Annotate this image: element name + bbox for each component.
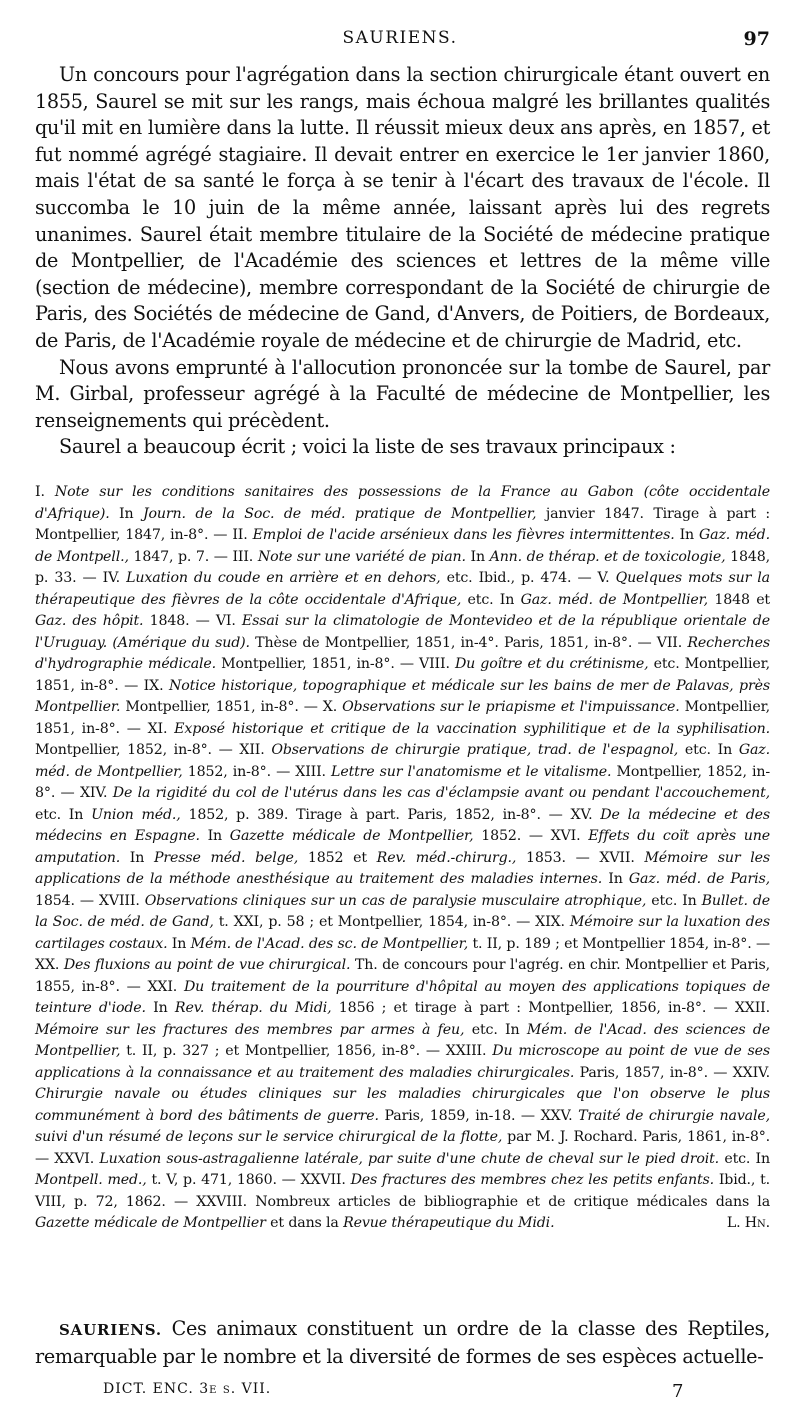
bibliography-text: etc. In bbox=[464, 1021, 527, 1038]
bibliography-title: Traité de chirurgie navale, suivi d'un résumé de leçons sur le service chirurgical de la flotte, bbox=[35, 1107, 770, 1145]
bibliography-text: Montpellier, 1851, in-8°. — XI. bbox=[35, 699, 770, 737]
bibliography-text: etc. In bbox=[35, 806, 92, 823]
bibliography-text: janvier 1847. Tirage à part : Montpellier, 1847, in-8°. — II. bbox=[35, 505, 771, 543]
bibliography-title: Des fractures des membres chez les petits enfants. bbox=[350, 1172, 715, 1188]
bibliography-title: Gaz. méd. de Montpellier, bbox=[35, 742, 770, 780]
bibliography-text: 1854. — XVIII. bbox=[35, 892, 145, 909]
bibliography-text: In bbox=[167, 935, 191, 952]
volume-reference: DICT. ENC. 3e s. VII. bbox=[103, 1381, 272, 1397]
bibliography-text: Thèse de Montpellier, 1851, in-4°. Paris, 1851, in-8°. — VII. bbox=[249, 634, 688, 651]
bibliography-title: Observations de chirurgie pratique, trad. de l'espagnol, bbox=[271, 742, 679, 758]
bibliography-title: Presse méd. belge, bbox=[153, 849, 299, 866]
bibliography-title: Du microscope au point de vue de ses applications à la connaissance et au traitement des maladies chirurgicales. bbox=[35, 1043, 771, 1081]
bibliography-title: Luxation sous-astragalienne latérale, par suite d'une chute de cheval sur le pied droit. bbox=[99, 1150, 720, 1167]
bibliography-text: 1853. — XVII. bbox=[516, 849, 645, 866]
bibliography-text: In bbox=[602, 871, 629, 887]
bibliography-list bbox=[35, 482, 770, 1235]
bibliography-title: Gazette médicale de Montpellier bbox=[35, 1215, 266, 1231]
bibliography-text: 1852, p. 389. Tirage à part. Paris, 1852, in-8°. — XV. bbox=[180, 806, 601, 823]
bibliography-text: 1848 et bbox=[708, 591, 770, 608]
bibliography-title: De la rigidité du col de l'utérus dans les cas d'éclampsie avant ou pendant l'accouchement, bbox=[112, 785, 770, 801]
bibliography-text: In bbox=[674, 527, 699, 543]
bibliography-text: In bbox=[465, 548, 490, 565]
bibliography-title: Ann. de thérap. et de toxicologie, bbox=[489, 548, 726, 565]
bibliography-text: Montpellier, 1852, in-8°. — XII. bbox=[35, 742, 272, 758]
bibliography-text: par M. J. Rochard. Paris, 1861, in-8°. — XXVI. bbox=[35, 1129, 770, 1167]
bibliography-title: Gaz. méd. de Paris, bbox=[628, 871, 770, 887]
bibliography-text: In bbox=[109, 505, 143, 522]
bibliography-title: Effets du coït après une amputation. bbox=[35, 828, 770, 866]
bibliography-title: Observations sur le priapisme et l'impuissance. bbox=[342, 699, 680, 715]
bibliography-title: Mémoire sur les fractures des membres par armes à feu, bbox=[35, 1021, 465, 1038]
author-signature: L. Hn. bbox=[726, 1215, 770, 1231]
bibliography-text: Paris, 1857, in-8°. — XXIV. bbox=[574, 1064, 771, 1081]
bibliography-title: Essai sur la climatologie de Montevideo et de la république orientale de l'Uruguay. (Amérique du sud). bbox=[35, 613, 770, 651]
bibliography-text: Ibid., t. VIII, p. 72, 1862. — XXVIII. Nombreux articles de bibliographie et de critique médicales dans la bbox=[35, 1172, 770, 1210]
signature-mark: 7 bbox=[672, 1381, 684, 1402]
bibliography-title: Recherches d'hydrographie médicale. bbox=[35, 634, 770, 672]
bibliography-title: Notice historique, topographique et médicale sur les bains de mer de Palavas, près Montpellier. bbox=[35, 677, 770, 715]
running-head bbox=[0, 28, 800, 52]
bibliography-title: Lettre sur l'anatomisme et le vitalisme. bbox=[331, 763, 612, 780]
bibliography-text: Montpellier, 1851, in-8°. — VIII. bbox=[216, 656, 455, 672]
bibliography-title: Rev. thérap. du Midi, bbox=[174, 1000, 332, 1016]
bibliography-title: Mém. de l'Acad. des sciences de Montpellier, bbox=[35, 1021, 770, 1059]
bibliography-title: Note sur les conditions sanitaires des possessions de la France au Gabon (côte occidentale d'Afrique). bbox=[35, 484, 770, 522]
bibliography-text: t. II, p. 327 ; et Montpellier, 1856, in-8°. — XXIII. bbox=[120, 1043, 493, 1059]
bibliography-text: etc. In bbox=[461, 591, 521, 608]
bibliography-title: Exposé historique et critique de la vaccination syphilitique et de la syphilisation. bbox=[174, 720, 770, 737]
bibliography-text: 1847, p. 7. — III. bbox=[128, 548, 258, 565]
bibliography-text: et dans la bbox=[265, 1215, 344, 1231]
biography-paragraph: Nous avons emprunté à l'allocution prononcée sur la tombe de Saurel, par M. Girbal, professeur agrégé à la Faculté de médecine de Montpellier, les renseignements qui précèdent. bbox=[35, 355, 770, 432]
page-number: 97 bbox=[743, 28, 770, 50]
bibliography-text: etc. Montpellier, 1851, in-8°. — IX. bbox=[35, 656, 771, 694]
bibliography-title: Mémoire sur les applications de la méthode anesthésique au traitement des maladies internes. bbox=[35, 849, 770, 887]
bibliography-title: Du traitement de la pourriture d'hôpital au moyen des applications topiques de teinture d'iode. bbox=[35, 978, 770, 1016]
bibliography-title: Chirurgie navale ou études cliniques sur les maladies chirurgicales que l'on observe le plus communément à bord des bâtiments de guerre. bbox=[35, 1086, 770, 1124]
bibliography-title: Note sur une variété de pian. bbox=[257, 548, 466, 565]
bibliography-text: t. XXI, p. 58 ; et Montpellier, 1854, in-8°. — XIX. bbox=[213, 914, 570, 930]
bibliography-text: 1848, p. 33. — IV. bbox=[35, 548, 770, 586]
bibliography-title: Quelques mots sur la thérapeutique des fièvres de la côte occidentale d'Afrique, bbox=[35, 570, 770, 608]
entry-text: Ces animaux constituent un ordre de la classe des Reptiles, remarquable par le nombre et la diversité de formes de ses espèces actuelle- bbox=[35, 1317, 770, 1368]
bibliography-text: Montpellier, 1851, in-8°. — X. bbox=[120, 699, 343, 715]
bibliography-text: I. bbox=[35, 484, 55, 500]
bibliography-text: etc. In bbox=[719, 1150, 770, 1167]
bibliography-title: Journ. de la Soc. de méd. pratique de Montpellier, bbox=[143, 505, 537, 522]
bibliography-title: Des fluxions au point de vue chirurgical. bbox=[63, 957, 351, 973]
bibliography-text: Montpellier, 1852, in-8°. — XIV. bbox=[35, 763, 770, 801]
bibliography-text: Paris, 1859, in-18. — XXV. bbox=[378, 1107, 579, 1124]
bibliography-title: Observations cliniques sur un cas de paralysie musculaire atrophique, bbox=[144, 892, 647, 909]
bibliography-title: Mém. de l'Acad. des sc. de Montpellier, bbox=[190, 935, 469, 952]
running-title: SAURIENS. bbox=[342, 28, 458, 48]
biography-text bbox=[35, 62, 770, 461]
page-footer bbox=[0, 1381, 800, 1405]
bibliography-text: 1852. — XVI. bbox=[473, 828, 589, 844]
bibliography-title: Luxation du coude en arrière et en dehors, bbox=[126, 570, 441, 586]
bibliography-title: De la médecine et des médecins en Espagne. bbox=[35, 806, 770, 844]
bibliography-text: 1852, in-8°. — XIII. bbox=[182, 763, 332, 780]
bibliography-text: etc. In bbox=[678, 742, 739, 758]
bibliography-text: etc. In bbox=[646, 892, 702, 909]
bibliography-text: t. V, p. 471, 1860. — XXVII. bbox=[146, 1172, 351, 1188]
bibliography-title: Bullet. de la Soc. de méd. de Gand, bbox=[35, 892, 771, 930]
bibliography-text: 1848. — VI. bbox=[143, 613, 242, 629]
bibliography-title: Union méd., bbox=[91, 806, 181, 823]
sauriens-entry bbox=[35, 1316, 770, 1370]
bibliography-text: In bbox=[145, 1000, 175, 1016]
bibliography-text: In bbox=[120, 849, 154, 866]
bibliography-title: Du goître et du crétinisme, bbox=[454, 656, 649, 672]
bibliography-text: In bbox=[199, 828, 230, 844]
bibliography-title: Mémoire sur la luxation des cartilages costaux. bbox=[35, 914, 770, 952]
entry-headword: SAURIENS. bbox=[59, 1321, 162, 1339]
bibliography-text: Th. de concours pour l'agrég. en chir. Montpellier et Paris, 1855, in-8°. — XXI. bbox=[35, 957, 770, 995]
bibliography-title: Emploi de l'acide arsénieux dans les fièvres intermittentes. bbox=[252, 527, 675, 543]
bibliography-title: Revue thérapeutique du Midi. bbox=[343, 1215, 555, 1231]
bibliography-title: Rev. méd.-chirurg., bbox=[376, 849, 517, 866]
bibliography-title: Gaz. des hôpit. bbox=[35, 613, 144, 629]
biography-paragraph: Saurel a beaucoup écrit ; voici la liste de ses travaux principaux : bbox=[59, 435, 676, 459]
bibliography-title: Gaz. méd. de Montpell., bbox=[35, 527, 770, 565]
bibliography-text: 1856 ; et tirage à part : Montpellier, 1856, in-8°. — XXII. bbox=[331, 1000, 770, 1016]
bibliography-title: Gaz. méd. de Montpellier, bbox=[520, 591, 709, 608]
bibliography-text: t. II, p. 189 ; et Montpellier 1854, in-8°. — XX. bbox=[35, 935, 770, 973]
biography-paragraph: Un concours pour l'agrégation dans la section chirurgicale étant ouvert en 1855, Saurel se mit sur les rangs, mais échoua malgré les brillantes qualités qu'il mit en lumière dans la lutte. Il réussit mieux deux ans après, en 1857, et fut nommé agrégé stagiaire. Il devait entrer en exercice le 1er janvier 1860, mais l'état de sa santé le força à se tenir à l'écart des travaux de l'école. Il succomba le 10 juin de la même année, laissant après lui des regrets unanimes. Saurel était membre titulaire de la Société de médecine pratique de Montpellier, de l'Académie des sciences et lettres de la même ville (section de médecine), membre correspondant de la Société de chirurgie de Paris, des Sociétés de médecine de Gand, d'Anvers, de Poitiers, de Bordeaux, de Paris, de l'Académie royale de médecine et de chirurgie de Madrid, etc. bbox=[35, 63, 770, 352]
bibliography-title: Montpell. med., bbox=[35, 1172, 147, 1188]
bibliography-text: 1852 et bbox=[298, 849, 377, 866]
bibliography-title: Gazette médicale de Montpellier, bbox=[229, 828, 474, 844]
bibliography-text: etc. Ibid., p. 474. — V. bbox=[440, 570, 616, 586]
